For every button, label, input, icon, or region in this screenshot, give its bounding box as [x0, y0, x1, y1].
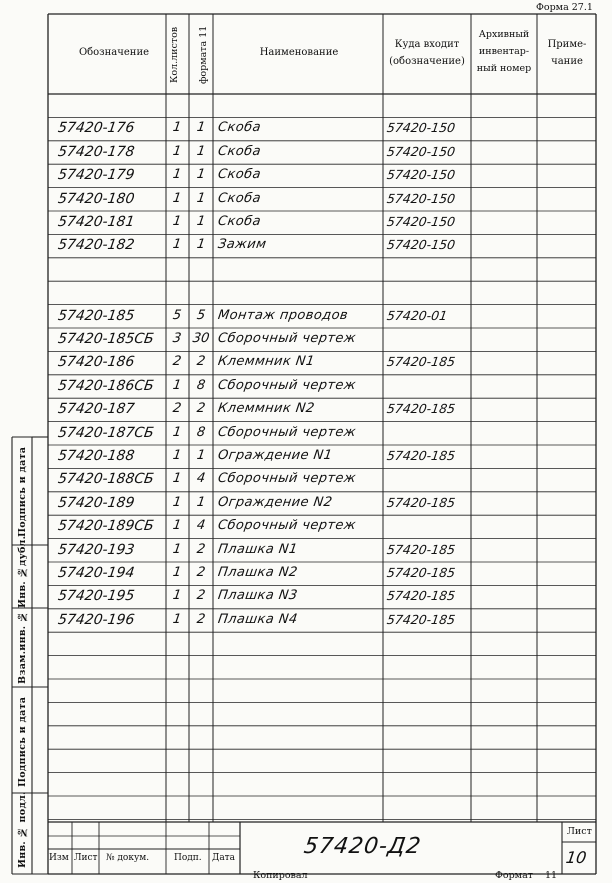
title-izm: Изм — [49, 853, 69, 863]
row-designation: 57420-185 — [56, 307, 136, 324]
row-designation: 57420-187 — [56, 401, 136, 418]
row-format: 1 — [195, 494, 207, 510]
row-designation: 57420-185СБ — [56, 331, 155, 347]
row-where-used: 57420-185 — [385, 354, 457, 370]
header-note-1: Приме- — [547, 39, 587, 50]
title-data: Дата — [212, 853, 236, 863]
row-name: Скоба — [216, 143, 262, 159]
row-sheets: 1 — [171, 237, 183, 253]
row-name: Сборочный чертеж — [216, 331, 357, 346]
header-where-used-2: (обозначение) — [389, 56, 465, 67]
row-designation: 57420-176 — [56, 120, 136, 137]
row-sheets: 1 — [171, 471, 183, 487]
header-note-2: чание — [551, 56, 583, 67]
row-sheets: 5 — [171, 307, 183, 323]
form-label: Форма 27.1 — [536, 2, 593, 13]
row-sheets: 1 — [171, 494, 183, 510]
row-name: Плашка N1 — [216, 541, 299, 557]
row-format: 2 — [195, 588, 207, 604]
row-format: 30 — [191, 331, 211, 346]
row-sheets: 1 — [171, 518, 183, 534]
row-where-used: 57420-150 — [385, 237, 457, 253]
header-format-11: формата 11 — [198, 25, 209, 85]
row-where-used: 57420-185 — [385, 565, 457, 580]
row-name: Сборочный чертеж — [216, 424, 357, 440]
row-format: 2 — [195, 611, 207, 627]
row-format: 2 — [195, 541, 207, 557]
row-format: 4 — [195, 471, 207, 487]
row-where-used: 57420-01 — [385, 307, 449, 323]
row-name: Скоба — [216, 167, 262, 183]
header-where-used-1: Куда входит — [394, 39, 460, 50]
row-where-used: 57420-185 — [385, 448, 457, 463]
row-designation: 57420-193 — [56, 541, 136, 558]
row-name: Клеммник N2 — [216, 401, 316, 417]
row-sheets: 1 — [171, 377, 183, 393]
row-format: 1 — [195, 167, 207, 183]
row-name: Плашка N3 — [216, 588, 299, 604]
row-sheets: 1 — [171, 541, 183, 557]
row-sheets: 1 — [171, 190, 183, 206]
row-name: Зажим — [216, 237, 268, 253]
row-designation: 57420-195 — [56, 588, 136, 605]
row-sheets: 1 — [171, 611, 183, 627]
row-format: 1 — [195, 237, 207, 253]
row-sheets: 1 — [171, 214, 183, 229]
row-where-used: 57420-185 — [385, 541, 457, 557]
row-designation: 57420-194 — [56, 565, 136, 581]
title-list: Лист — [74, 853, 98, 863]
row-sheets: 2 — [171, 354, 183, 370]
row-sheets: 1 — [171, 565, 183, 580]
row-where-used: 57420-150 — [385, 120, 457, 136]
row-sheets: 3 — [171, 331, 183, 346]
row-designation: 57420-189 — [56, 494, 136, 511]
row-designation: 57420-196 — [56, 611, 136, 628]
row-designation: 57420-188СБ — [56, 471, 155, 488]
row-name: Монтаж проводов — [216, 307, 350, 323]
row-format: 8 — [195, 424, 207, 440]
row-designation: 57420-182 — [56, 237, 136, 254]
row-name: Ограждение N1 — [216, 448, 334, 463]
row-where-used: 57420-150 — [385, 214, 457, 229]
format-label: Формат — [495, 870, 533, 881]
row-designation: 57420-187СБ — [56, 424, 155, 441]
row-sheets: 1 — [171, 448, 183, 463]
row-format: 1 — [195, 190, 207, 206]
header-name: Наименование — [259, 47, 339, 58]
title-doc-no: № докум. — [106, 853, 150, 863]
row-designation: 57420-186СБ — [56, 377, 155, 394]
row-where-used: 57420-150 — [385, 167, 457, 183]
format-value: 11 — [545, 870, 558, 881]
row-name: Скоба — [216, 190, 262, 206]
row-name: Сборочный чертеж — [216, 518, 357, 534]
header-archive-1: Архивный — [478, 29, 530, 40]
row-format: 2 — [195, 565, 207, 580]
side-label-vzam-inv: Взам.инв. № — [17, 610, 28, 684]
header-archive-3: ный номер — [476, 63, 532, 74]
row-format: 1 — [195, 448, 207, 463]
row-name: Скоба — [216, 120, 262, 136]
header-sheets-count: Кол.листов — [169, 26, 180, 84]
side-label-inv-dubl: Инв. №дубл. — [17, 535, 28, 608]
title-podp: Подп. — [174, 853, 202, 863]
header-designation: Обозначение — [78, 47, 150, 58]
row-designation: 57420-178 — [56, 143, 136, 160]
row-where-used: 57420-185 — [385, 611, 457, 627]
row-format: 8 — [195, 377, 207, 393]
row-sheets: 1 — [171, 143, 183, 159]
row-format: 5 — [195, 307, 207, 323]
row-name: Ограждение N2 — [216, 494, 334, 510]
row-where-used: 57420-185 — [385, 494, 457, 510]
row-name: Клеммник N1 — [216, 354, 316, 370]
row-format: 2 — [195, 354, 207, 370]
row-where-used: 57420-150 — [385, 143, 457, 159]
side-label-inv-podl: Инв. № подл. — [17, 791, 28, 868]
row-name: Сборочный чертеж — [216, 377, 357, 393]
row-format: 4 — [195, 518, 207, 534]
row-where-used: 57420-185 — [385, 401, 457, 417]
row-format: 1 — [195, 143, 207, 159]
row-where-used: 57420-150 — [385, 190, 457, 206]
row-sheets: 2 — [171, 401, 183, 417]
row-designation: 57420-188 — [56, 448, 136, 464]
row-designation: 57420-186 — [56, 354, 136, 371]
side-label-signature-date-1: Подпись и дата — [17, 446, 28, 538]
row-sheets: 1 — [171, 588, 183, 604]
row-name: Сборочный чертеж — [216, 471, 357, 487]
row-designation: 57420-189СБ — [56, 518, 155, 535]
title-sheet-label: Лист — [567, 826, 592, 837]
side-label-signature-date-2: Подпись и дата — [17, 696, 28, 788]
row-designation: 57420-179 — [56, 167, 136, 184]
row-format: 2 — [195, 401, 207, 417]
row-designation: 57420-180 — [56, 190, 136, 207]
row-format: 1 — [195, 214, 207, 229]
row-sheets: 1 — [171, 167, 183, 183]
row-name: Плашка N4 — [216, 611, 299, 627]
row-sheets: 1 — [171, 424, 183, 440]
row-format: 1 — [195, 120, 207, 136]
row-designation: 57420-181 — [56, 214, 136, 230]
row-name: Плашка N2 — [216, 565, 299, 580]
document-code: 57420-Д2 — [302, 834, 423, 859]
row-where-used: 57420-185 — [385, 588, 457, 604]
row-sheets: 1 — [171, 120, 183, 136]
copied-label: Копировал — [253, 870, 308, 881]
sheet-number: 10 — [564, 848, 588, 867]
header-archive-2: инвентар- — [478, 46, 530, 57]
row-name: Скоба — [216, 214, 262, 229]
